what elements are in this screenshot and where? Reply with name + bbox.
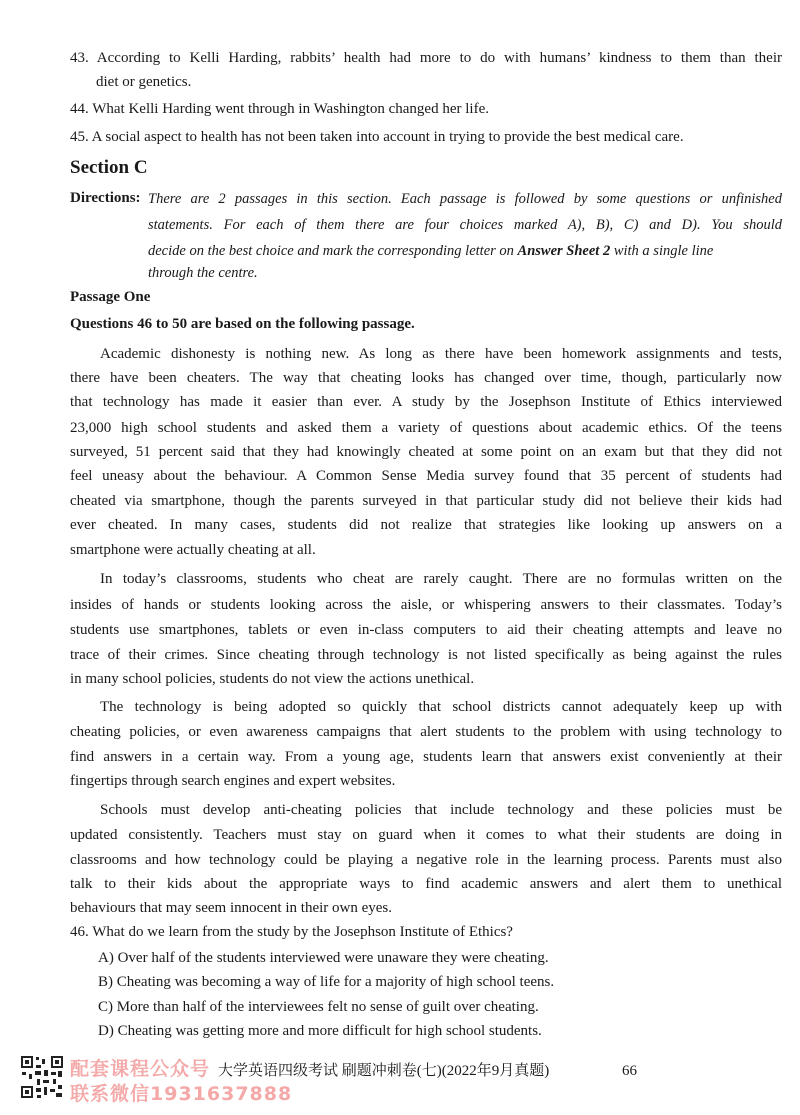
watermark-line-2: 联系微信1931637888: [70, 1083, 293, 1105]
statement-44: 44. What Kelli Harding went through in Washington changed her life.: [70, 101, 489, 117]
p1-line-3: that technology has made it easier than ever. A study by the Josephson Institute of Ethics interviewed: [70, 394, 782, 410]
statement-43-line-1: 43. According to Kelli Harding, rabbits’ health had more to do with humans’ kindness to them than their: [70, 50, 782, 66]
p1-line-2: there have been cheaters. The way that cheating looks has changed over time, though, particularly now: [70, 370, 782, 386]
option-b: B) Cheating was becoming a way of life for a majority of high school teens.: [98, 974, 555, 990]
questions-heading: Questions 46 to 50 are based on the following passage.: [70, 316, 415, 332]
directions-line-1: There are 2 passages in this section. Each passage is followed by some questions or unfinished: [148, 191, 782, 207]
directions-line-3: [148, 239, 782, 263]
p3-line-1: The technology is being adopted so quickly that school districts cannot adequately keep up with: [100, 699, 782, 715]
p1-line-1: Academic dishonesty is nothing new. As long as there have been homework assignments and tests,: [100, 346, 782, 362]
option-c: C) More than half of the interviewees felt no sense of guilt over cheating.: [98, 999, 539, 1015]
p1-line-4: 23,000 high school students and asked them a variety of questions about academic ethics. Of the teens: [70, 420, 782, 436]
p2-line-4: trace of their crimes. Since cheating through technology is not listed specifically as being against the rules: [70, 647, 782, 663]
directions-label: Directions:: [70, 190, 141, 206]
p1-line-5: surveyed, 51 percent said that they had knowingly cheated at some point on an exam but that they did not: [70, 444, 782, 460]
p3-line-4: fingertips through search engines and expert websites.: [70, 773, 396, 789]
statement-43-line-2: diet or genetics.: [96, 74, 192, 90]
directions-line-4: through the centre.: [148, 265, 258, 281]
p1-line-9: smartphone were actually cheating at all.: [70, 542, 316, 558]
p4-line-1: Schools must develop anti-cheating policies that include technology and these policies must be: [100, 802, 782, 818]
answer-sheet-ref: Answer Sheet 2: [517, 243, 611, 259]
directions-line-2: statements. For each of them there are four choices marked A), B), C) and D). You should: [148, 217, 782, 233]
statement-45: 45. A social aspect to health has not been taken into account in trying to provide the best medical care.: [70, 129, 684, 145]
watermark-line-1: 配套课程公众号: [70, 1058, 211, 1080]
p1-line-6: feel uneasy about the behaviour. A Common Sense Media survey found that 35 percent of students had: [70, 468, 782, 484]
question-46-stem: 46. What do we learn from the study by the Josephson Institute of Ethics?: [70, 924, 513, 940]
section-title: Section C: [70, 157, 148, 178]
p1-line-7: cheated via smartphone, though the parents surveyed in that particular study did not believe their kids had: [70, 493, 782, 509]
p2-line-1: In today’s classrooms, students who cheat are rarely caught. There are no formulas written on the: [100, 571, 782, 587]
p4-line-4: talk to their kids about the appropriate ways to find academic answers and alert them to unethical: [70, 876, 782, 892]
p3-line-3: find answers in a certain way. From a young age, students learn that answers exist conveniently at their: [70, 749, 782, 765]
p3-line-2: cheating policies, or even awareness campaigns that alert students to the problem with using technology to: [70, 724, 782, 740]
directions-line-3-text: decide on the best choice and mark the corresponding letter on: [148, 243, 518, 259]
passage-title: Passage One: [70, 289, 151, 305]
p4-line-3: classrooms and how technology could be playing a negative role in the learning process. Parents must also: [70, 852, 782, 868]
p4-line-5: behaviours that may seem innocent in their own eyes.: [70, 900, 392, 916]
p4-line-2: updated consistently. Teachers must stay on guard when it comes to what their students are doing in: [70, 827, 782, 843]
p2-line-3: students use smartphones, tablets or even in-class computers to aid their cheating attempts and leave no: [70, 622, 782, 638]
option-a: A) Over half of the students interviewed were unaware they were cheating.: [98, 950, 549, 966]
option-d: D) Cheating was getting more and more difficult for high school students.: [98, 1023, 542, 1039]
book-title: 大学英语四级考试 刷题冲刺卷(七)(2022年9月真题): [218, 1063, 550, 1079]
p1-line-8: ever cheated. In many cases, students did not realize that strategies like looking up answers on a: [70, 517, 782, 533]
qr-code-icon: [20, 1055, 64, 1099]
directions-line-3-tail: with a single line: [610, 243, 714, 259]
p2-line-2: insides of hands or students looking across the aisle, or whispering answers to their classmates. Today’s: [70, 597, 782, 613]
page-number: 66: [622, 1063, 637, 1079]
p2-line-5: in many school policies, students do not view the actions unethical.: [70, 671, 475, 687]
